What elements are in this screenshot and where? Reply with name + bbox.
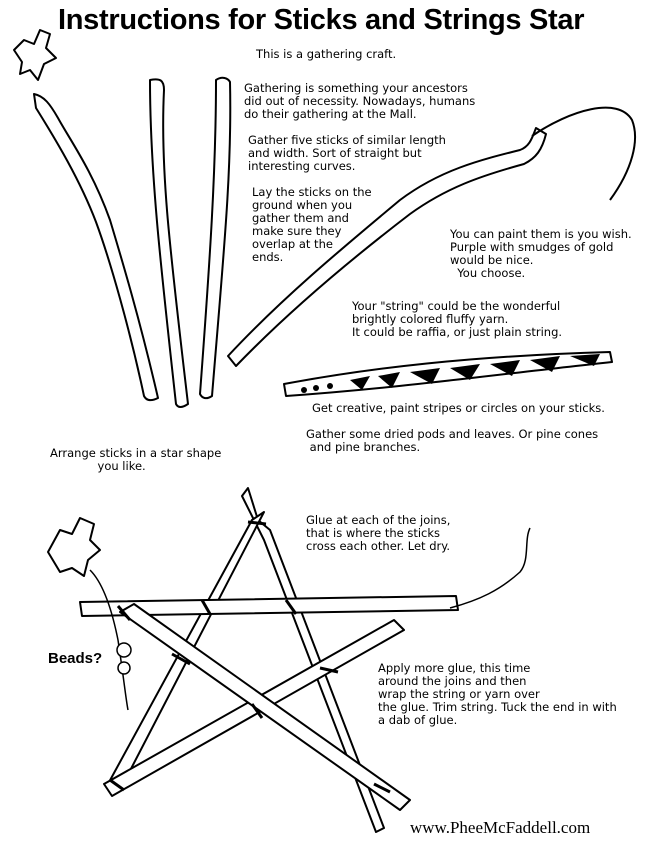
beads-label: Beads?	[48, 650, 103, 667]
footer-url: www.PheeMcFaddell.com	[410, 818, 591, 837]
text-gathering-craft: This is a gathering craft.	[256, 47, 397, 61]
text-ancestors: Gathering is something your ancestors did out of necessity. Nowadays, humans do their gathering at the Mall.	[244, 81, 476, 121]
string-curve	[532, 108, 635, 200]
stick-1	[34, 94, 158, 400]
leaf-icon	[14, 30, 56, 80]
text-string: Your "string" could be the wonderful brightly colored fluffy yarn. It could be raffia, or just plain string.	[352, 299, 563, 339]
painted-stick	[284, 352, 612, 396]
leaf-icon-small	[48, 518, 100, 576]
text-pods: Gather some dried pods and leaves. Or pine cones and pine branches.	[306, 427, 599, 454]
bead-string	[117, 643, 131, 674]
text-glue: Glue at each of the joins, that is where the sticks cross each other. Let dry.	[306, 513, 451, 553]
page-title: Instructions for Sticks and Strings Star	[58, 4, 585, 36]
stick-2	[150, 79, 188, 407]
text-arrange: Arrange sticks in a star shape you like.	[50, 446, 222, 473]
text-paint: You can paint them is you wish. Purple with smudges of gold would be nice. You choose.	[450, 227, 632, 280]
text-lay-sticks: Lay the sticks on the ground when you gather them and make sure they overlap at the ends.	[252, 185, 372, 264]
text-gather-sticks: Gather five sticks of similar length and width. Sort of straight but interesting curves.	[248, 133, 446, 173]
yarn-tail	[450, 528, 530, 608]
text-wrap: Apply more glue, this time around the joins and then wrap the string or yarn over the glue. Trim string. Tuck the end in with a dab of glue.	[378, 661, 617, 727]
text-creative: Get creative, paint stripes or circles on your sticks.	[312, 401, 605, 415]
stick-3	[200, 78, 230, 398]
